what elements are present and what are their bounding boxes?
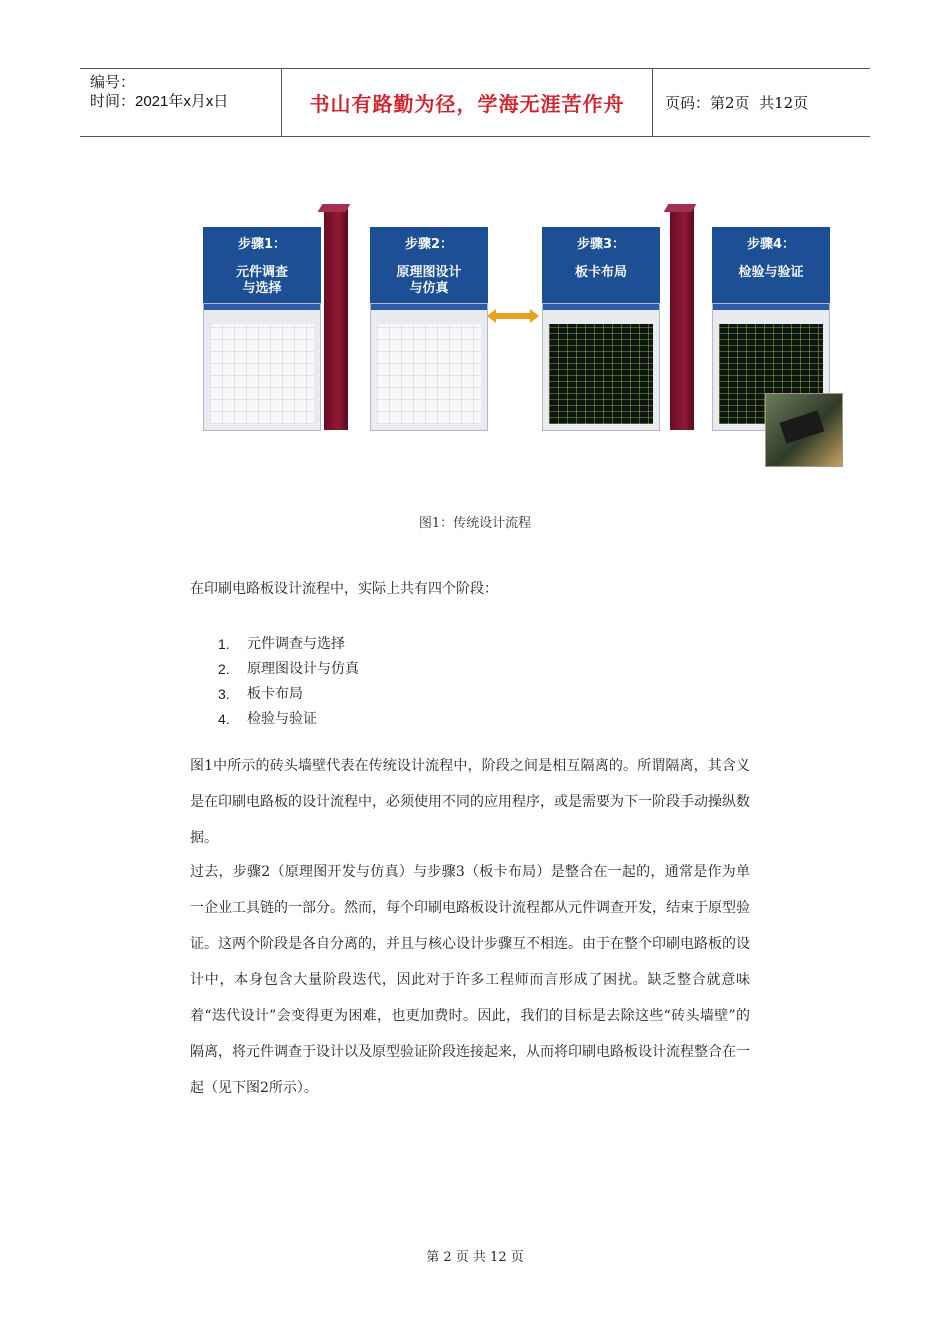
intro-paragraph: 在印刷电路板设计流程中，实际上共有四个阶段：: [190, 581, 498, 597]
step-3-screenshot: [542, 303, 660, 431]
page-info: 页码：第2页 共12页: [665, 94, 809, 112]
list-item: [218, 657, 359, 682]
paragraph-2: 过去，步骤2（原理图开发与仿真）与步骤3（板卡布局）是整合在一起的，通常是作为单一企业工具链的一部分。然而，每个印刷电路板设计流程都从元件调查开发，结束于原型验证。这两个阶段是各自分离的，并且与核心设计步骤互不相连。由于在整个印刷电路板的设计中，本身包含大量阶段迭代，因此对于许多工程师而言形成了困扰。缺乏整合就意味着“迭代设计”会变得更为困难，也更加费时。因此，我们的目标是去除这些“砖头墙壁”的隔离，将元件调查于设计以及原型验证阶段连接起来，从而将印刷电路板设计流程整合在一起（见下图2所示）。: [190, 864, 750, 1096]
list-text: 原理图设计与仿真: [247, 661, 359, 677]
figure-caption: 图1：传统设计流程: [418, 516, 532, 531]
step-2-banner: [370, 227, 488, 303]
list-item: [218, 632, 359, 657]
list-item: [218, 682, 359, 707]
step-2-screenshot: [370, 303, 488, 431]
double-arrow-icon: [487, 309, 539, 323]
step-1-panel: [203, 227, 321, 432]
list-text: 检验与验证: [247, 711, 317, 727]
step-2-name: 原理图设计 与仿真: [396, 265, 462, 296]
design-flow-figure: [200, 205, 845, 470]
step-1-screenshot: [203, 303, 321, 431]
step-2-title: 步骤2：: [404, 237, 454, 252]
header-left: [80, 69, 281, 136]
list-text: 元件调查与选择: [247, 636, 345, 652]
list-number: 4.: [218, 711, 230, 727]
header-right: [653, 69, 870, 136]
page-header: [80, 68, 870, 137]
paragraph-1: 图1中所示的砖头墙壁代表在传统设计流程中，阶段之间是相互隔离的。所谓隔离，其含义是在印刷电路板的设计流程中，必须使用不同的应用程序，或是需要为下一阶段手动操纵数据。: [190, 758, 750, 846]
step-3-name: 板卡布局: [574, 265, 627, 280]
list-text: 板卡布局: [247, 686, 303, 702]
list-number: 2.: [218, 661, 230, 677]
page-footer: 第 2 页 共 12 页: [426, 1250, 524, 1265]
list-item: [218, 707, 359, 732]
circuit-board-photo: [765, 393, 843, 467]
brick-wall-1: [324, 208, 348, 430]
number-label: 编号：: [90, 74, 136, 91]
step-1-banner: [203, 227, 321, 303]
step-4-title: 步骤4：: [746, 237, 796, 252]
list-number: 3.: [218, 686, 230, 702]
time-label: 时间：2021年x月x日: [90, 93, 229, 110]
step-3-banner: [542, 227, 660, 303]
step-3-title: 步骤3：: [576, 237, 626, 252]
step-4-banner: [712, 227, 830, 303]
step-1-title: 步骤1：: [237, 237, 287, 252]
step-2-panel: [370, 227, 488, 432]
step-4-name: 检验与验证: [738, 265, 804, 280]
brick-wall-2: [670, 208, 694, 430]
list-number: 1.: [218, 636, 230, 652]
motto: 书山有路勤为径，学海无涯苦作舟: [281, 69, 653, 136]
step-1-name: 元件调查 与选择: [235, 265, 288, 296]
stage-list: [218, 632, 359, 732]
step-3-panel: [542, 227, 660, 432]
